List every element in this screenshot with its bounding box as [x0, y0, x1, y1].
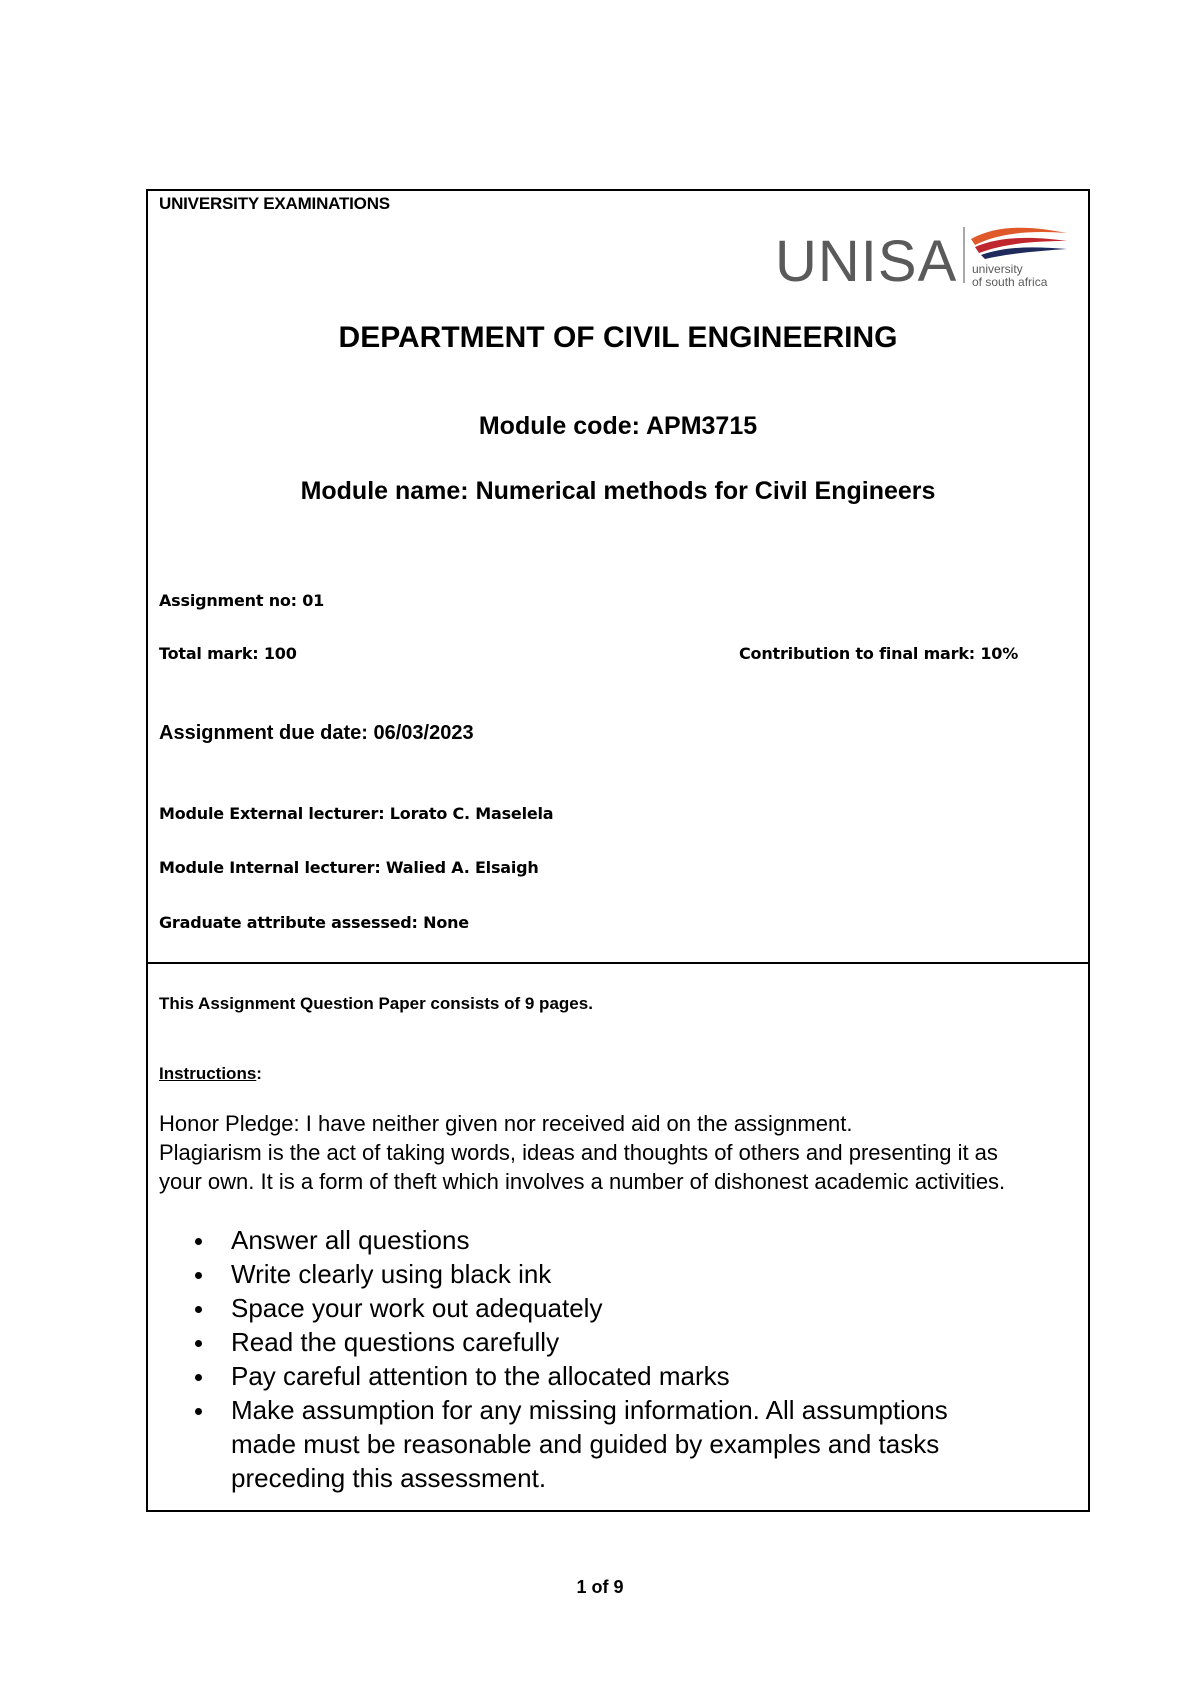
university-examinations-label: UNIVERSITY EXAMINATIONS [159, 194, 390, 213]
module-name: Module name: Numerical methods for Civil Engineers [300, 477, 936, 505]
bullet-icon [195, 1238, 202, 1245]
assignment-number: Assignment no: 01 [159, 591, 325, 610]
list-item [148, 1393, 1088, 1495]
instructions-heading-colon: : [256, 1064, 262, 1083]
assignment-due-date: Assignment due date: 06/03/2023 [159, 722, 474, 744]
unisa-logo-graphic [775, 225, 1070, 289]
list-item-text: Space your work out adequately [231, 1293, 603, 1323]
instructions-list [148, 1223, 1088, 1495]
page-count-note: This Assignment Question Paper consists of 9 pages. [159, 994, 593, 1013]
bullet-icon [195, 1374, 202, 1381]
internal-lecturer: Module Internal lecturer: Walied A. Elsaigh [159, 858, 539, 877]
unisa-logo [775, 225, 1070, 289]
list-item-text: made must be reasonable and guided by examples and tasks [231, 1429, 940, 1459]
section-divider [148, 962, 1088, 964]
list-item [148, 1291, 1088, 1325]
pledge-line: your own. It is a form of theft which involves a number of dishonest academic activities. [159, 1169, 1006, 1194]
logo-tagline-2: of south africa [972, 275, 1048, 289]
cover-frame [146, 189, 1090, 1512]
logo-wordmark: UNISA [775, 229, 958, 289]
department-title: DEPARTMENT OF CIVIL ENGINEERING [338, 321, 898, 354]
list-item [148, 1223, 1088, 1257]
total-mark: Total mark: 100 [159, 644, 297, 663]
page-number: 1 of 9 [576, 1577, 624, 1597]
list-item [148, 1257, 1088, 1291]
instructions-heading-text: Instructions [159, 1064, 257, 1083]
external-lecturer: Module External lecturer: Lorato C. Maselela [159, 804, 554, 823]
bullet-icon [195, 1272, 202, 1279]
instructions-heading [159, 1064, 262, 1084]
list-item [148, 1325, 1088, 1359]
contribution-to-final-mark: Contribution to final mark: 10% [739, 644, 1019, 663]
module-code: Module code: APM3715 [478, 412, 758, 440]
list-item-text: Make assumption for any missing information. All assumptions [231, 1395, 948, 1425]
list-item-text: Read the questions carefully [231, 1327, 560, 1357]
list-item-text: Write clearly using black ink [231, 1259, 552, 1289]
graduate-attribute: Graduate attribute assessed: None [159, 913, 469, 932]
bullet-icon [195, 1306, 202, 1313]
logo-tagline-1: university [972, 262, 1023, 276]
list-item-text: Answer all questions [231, 1225, 470, 1255]
list-item-text: Pay careful attention to the allocated marks [231, 1361, 730, 1391]
bullet-icon [195, 1340, 202, 1347]
honor-pledge-paragraph [159, 1109, 1079, 1196]
list-item-text: preceding this assessment. [231, 1463, 547, 1493]
pledge-line: Honor Pledge: I have neither given nor received aid on the assignment. [159, 1111, 853, 1136]
logo-swoosh-navy [981, 247, 1067, 259]
pledge-line: Plagiarism is the act of taking words, ideas and thoughts of others and presenting it as [159, 1140, 998, 1165]
list-item [148, 1359, 1088, 1393]
bullet-icon [195, 1408, 202, 1415]
